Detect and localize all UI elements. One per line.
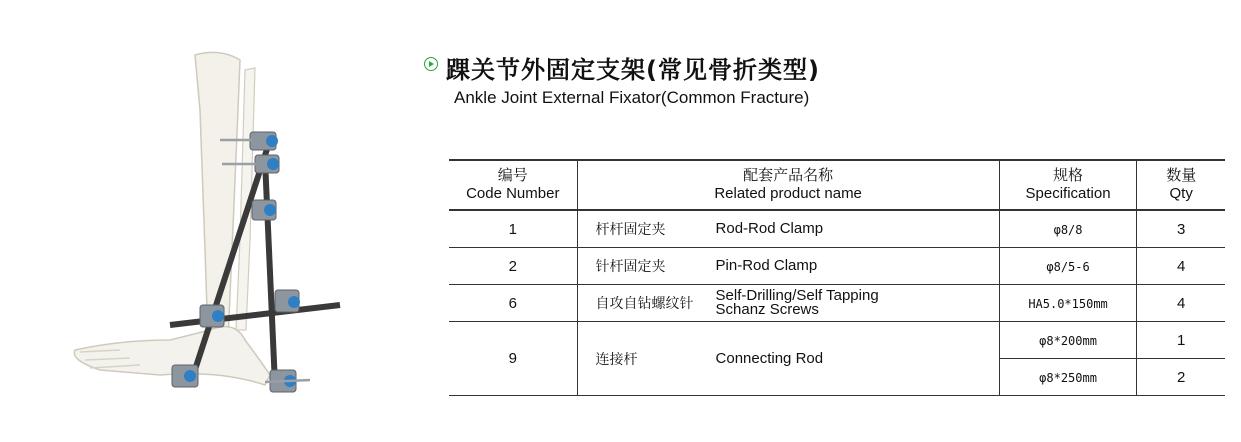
ankle-fixator-on-skeleton-image	[60, 40, 360, 410]
title-english: Ankle Joint External Fixator(Common Fracture)	[454, 88, 810, 107]
cell-code: 9	[449, 322, 577, 396]
cell-spec: HA5.0*150mm	[999, 285, 1137, 322]
cell-name	[577, 285, 999, 322]
cell-spec: φ8/8	[999, 210, 1137, 248]
cell-spec: φ8/5-6	[999, 248, 1137, 285]
table-row	[449, 248, 1225, 285]
header-qty: 数量 Qty	[1137, 160, 1225, 210]
name-english: Connecting Rod	[715, 349, 824, 367]
header-code-number: 编号 Code Number	[449, 160, 577, 210]
cell-spec: φ8*200mm	[999, 322, 1137, 359]
cell-code: 2	[449, 248, 577, 285]
name-english: Pin-Rod Clamp	[715, 257, 818, 274]
name-chinese: 自攻自钻螺纹针	[595, 296, 694, 312]
play-circle-icon	[424, 57, 438, 71]
name-english: Rod-Rod Clamp	[715, 220, 824, 237]
name-chinese: 连接杆	[595, 351, 638, 368]
title-chinese: 踝关节外固定支架(常见骨折类型)	[446, 56, 820, 84]
table-row	[449, 285, 1225, 322]
cell-name	[577, 322, 999, 396]
cell-name	[577, 210, 999, 248]
cell-qty: 3	[1137, 210, 1225, 248]
name-chinese: 针杆固定夹	[595, 259, 666, 275]
table-row	[449, 210, 1225, 248]
name-chinese: 杆杆固定夹	[595, 222, 666, 238]
cell-qty: 1	[1137, 322, 1225, 359]
name-english: Self-Drilling/Self Tapping Schanz Screws	[715, 287, 879, 318]
product-spec-table	[449, 159, 1225, 396]
cell-qty: 4	[1137, 285, 1225, 322]
cell-code: 1	[449, 210, 577, 248]
cell-spec: φ8*250mm	[999, 359, 1137, 396]
table-row	[449, 322, 1225, 359]
cell-qty: 2	[1137, 359, 1225, 396]
header-related-product-name: 配套产品名称 Related product name	[577, 160, 999, 210]
cell-name	[577, 248, 999, 285]
table-header-row	[449, 160, 1225, 210]
cell-code: 6	[449, 285, 577, 322]
header-specification: 规格 Specification	[999, 160, 1137, 210]
cell-qty: 4	[1137, 248, 1225, 285]
